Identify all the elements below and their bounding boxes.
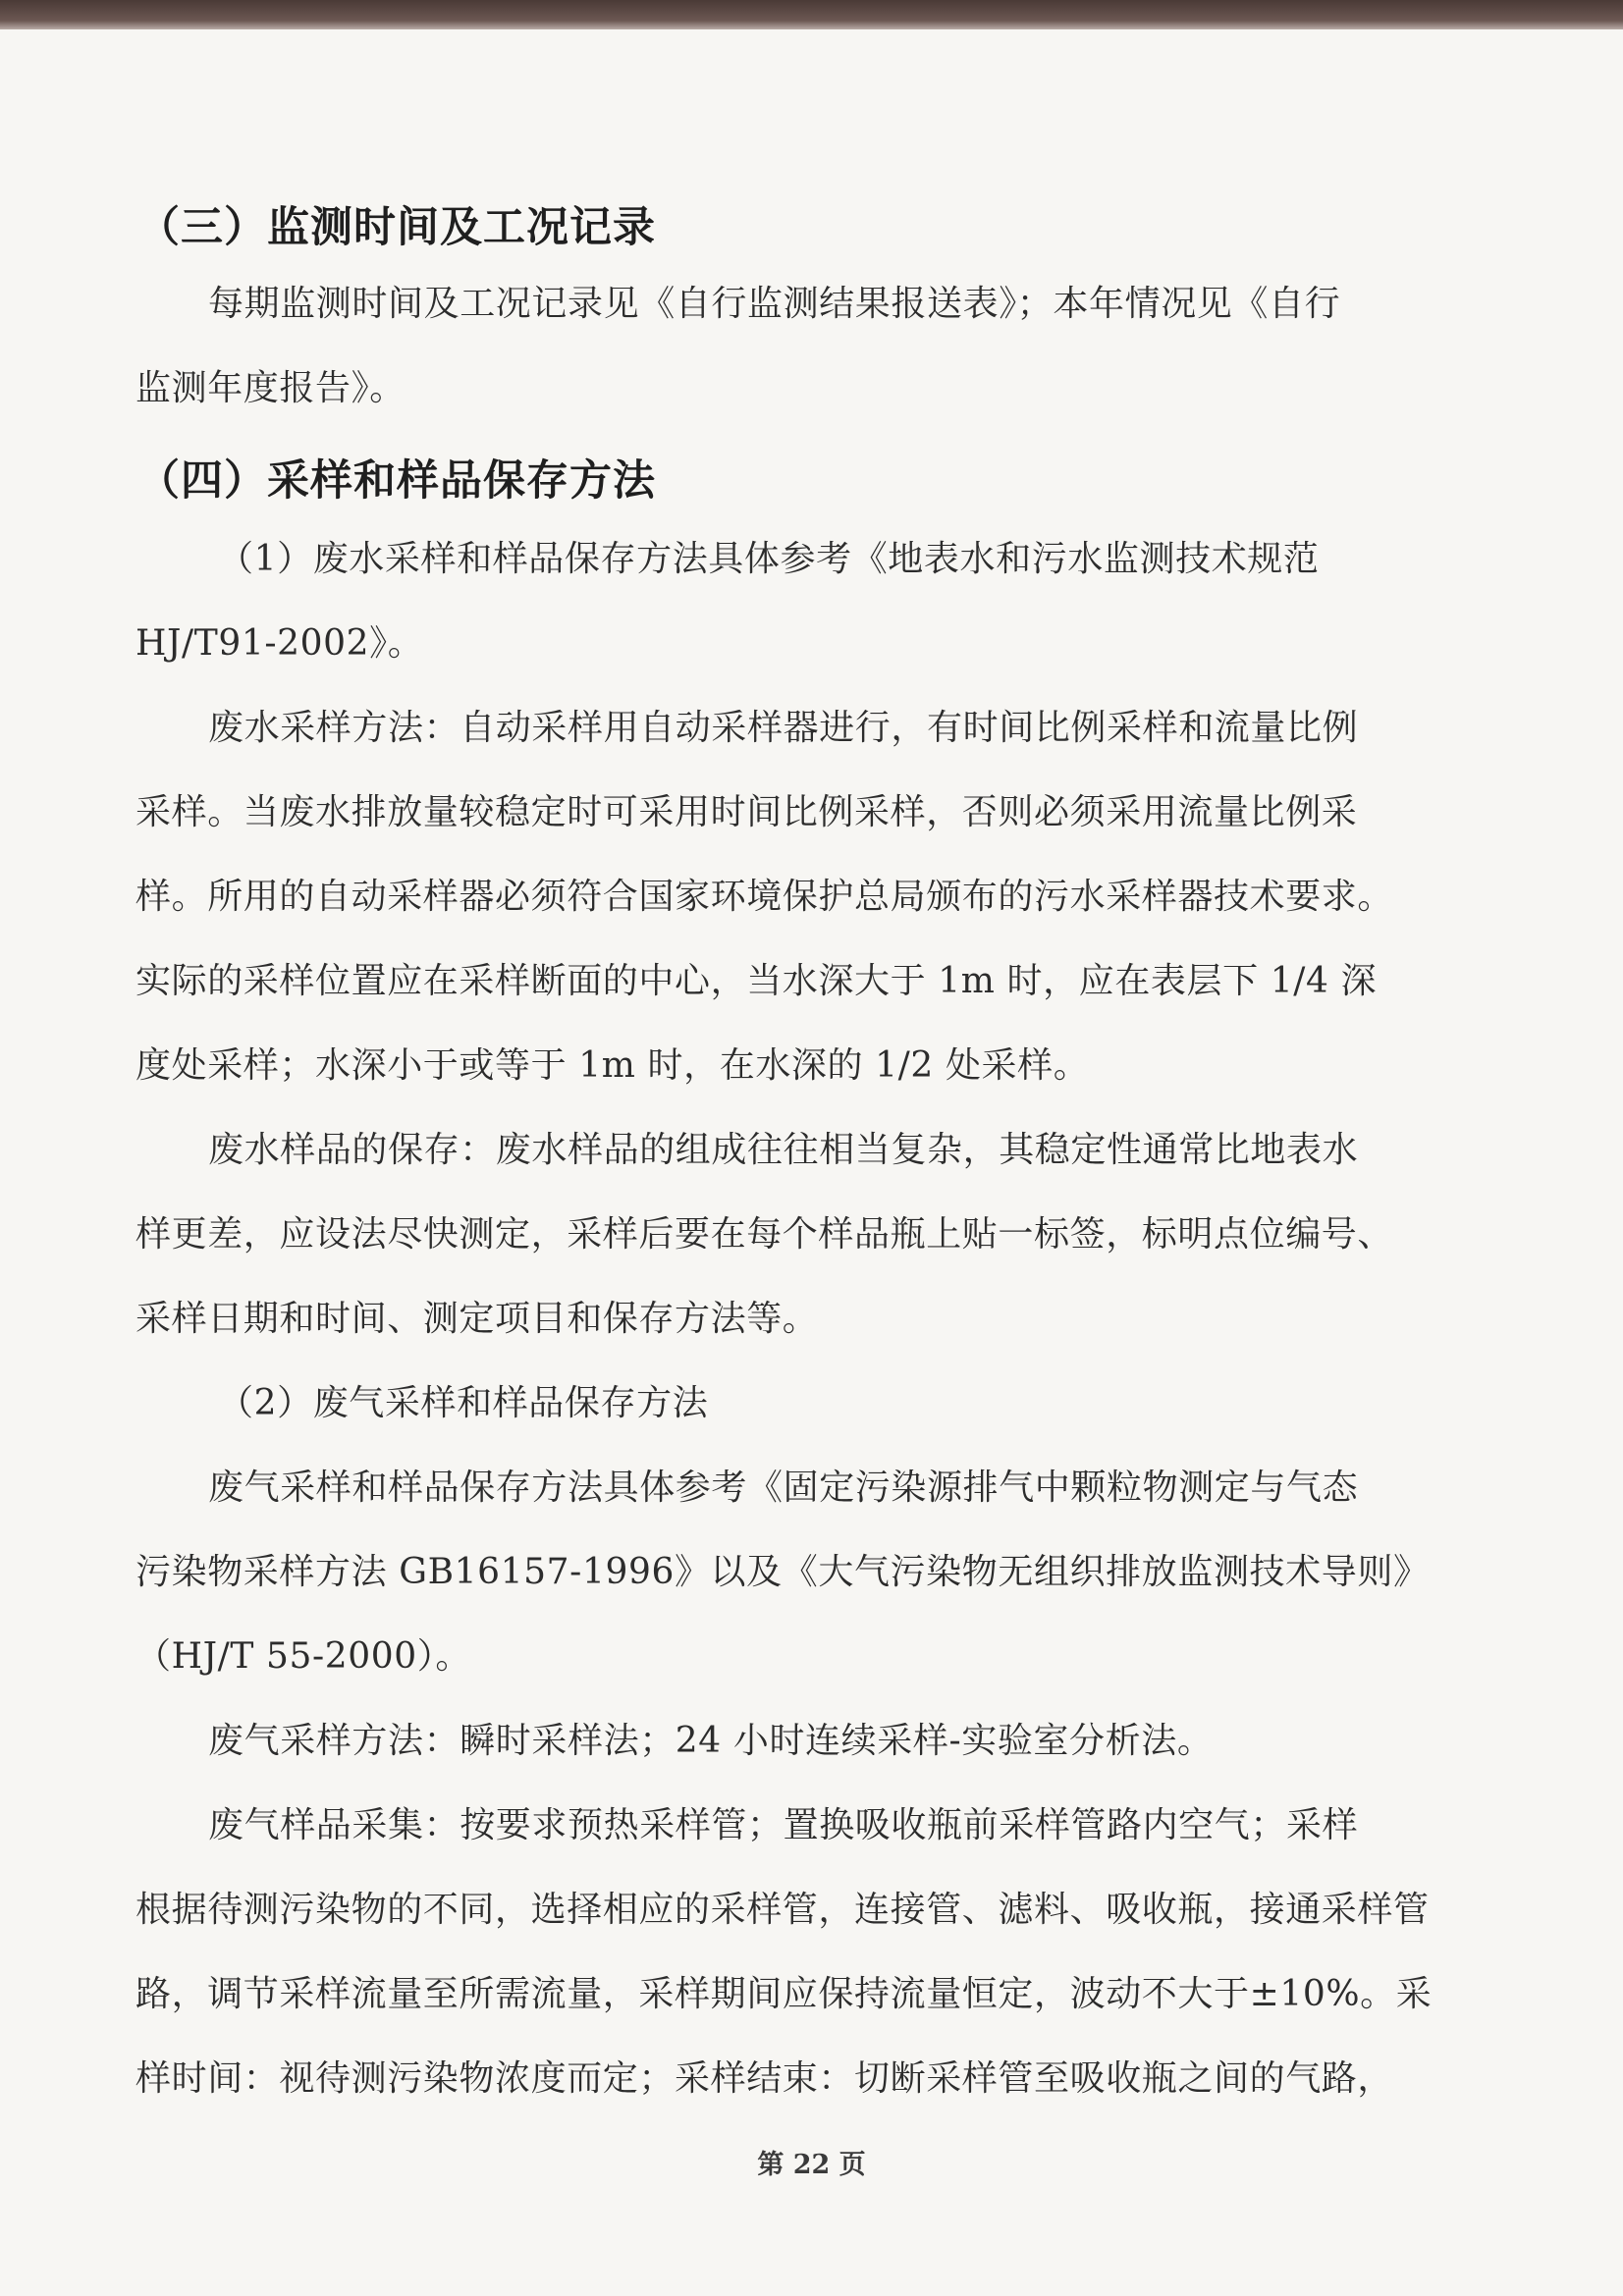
exhaust-collection-line: 根据待测污染物的不同，选择相应的采样管，连接管、滤料、吸收瓶，接通采样管 (135, 1890, 1430, 1930)
exhaust-reference-line: 废气采样和样品保存方法具体参考《固定污染源排气中颗粒物测定与气态 (208, 1468, 1359, 1508)
page-number: 第 22 页 (757, 2150, 866, 2180)
exhaust-collection-line: 废气样品采集：按要求预热采样管；置换吸收瓶前采样管路内空气；采样 (208, 1805, 1359, 1845)
item1-line: （1）废水采样和样品保存方法具体参考《地表水和污水监测技术规范 (218, 539, 1320, 579)
wastewater-method-line: 采样。当废水排放量较稳定时可采用时间比例采样，否则必须采用流量比例采 (135, 792, 1358, 832)
section-three-heading: （三）监测时间及工况记录 (137, 203, 656, 252)
section-three-paragraph-line: 监测年度报告》。 (135, 368, 406, 408)
item2-title: （2）废气采样和样品保存方法 (218, 1383, 709, 1423)
wastewater-storage-line: 采样日期和时间、测定项目和保存方法等。 (135, 1299, 819, 1339)
wastewater-storage-line: 废水样品的保存：废水样品的组成往往相当复杂，其稳定性通常比地表水 (208, 1130, 1359, 1170)
exhaust-method-line: 废气采样方法：瞬时采样法；24 小时连续采样-实验室分析法。 (208, 1721, 1214, 1761)
wastewater-method-line: 废水采样方法：自动采样用自动采样器进行，有时间比例采样和流量比例 (208, 708, 1359, 748)
wastewater-method-line: 样。所用的自动采样器必须符合国家环境保护总局颁布的污水采样器技术要求。 (135, 877, 1394, 917)
exhaust-collection-line: 路，调节采样流量至所需流量，采样期间应保持流量恒定，波动不大于±10%。采 (135, 1974, 1433, 2014)
item1-line: HJ/T91-2002》。 (135, 623, 424, 664)
wastewater-method-line: 度处采样；水深小于或等于 1m 时，在水深的 1/2 处采样。 (135, 1045, 1090, 1086)
wastewater-method-line: 实际的采样位置应在采样断面的中心，当水深大于 1m 时，应在表层下 1/4 深 (135, 961, 1378, 1001)
wastewater-storage-line: 样更差，应设法尽快测定，采样后要在每个样品瓶上贴一标签，标明点位编号、 (135, 1214, 1394, 1255)
exhaust-reference-line: （HJ/T 55-2000）。 (135, 1636, 471, 1677)
exhaust-collection-line: 样时间：视待测污染物浓度而定；采样结束：切断采样管至吸收瓶之间的气路， (135, 2058, 1394, 2099)
section-three-paragraph-line: 每期监测时间及工况记录见《自行监测结果报送表》；本年情况见《自行 (208, 284, 1341, 324)
section-four-heading: （四）采样和样品保存方法 (137, 456, 656, 506)
exhaust-reference-line: 污染物采样方法 GB16157-1996》以及《大气污染物无组织排放监测技术导则》 (135, 1552, 1430, 1592)
